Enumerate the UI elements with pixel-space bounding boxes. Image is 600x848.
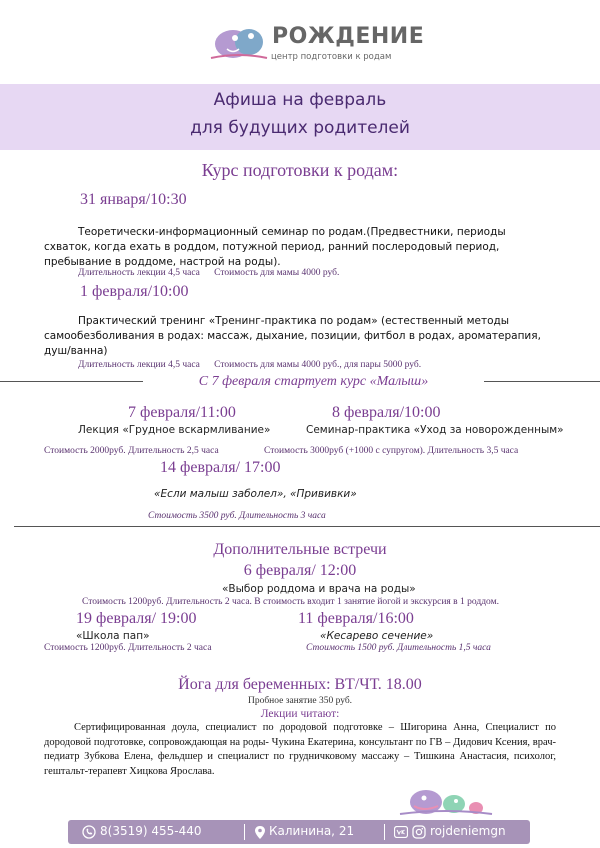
event-meta: Стоимость 2000руб. Длительность 2,5 часа: [44, 446, 219, 456]
footer-phone[interactable]: 8(3519) 455-440: [100, 824, 202, 838]
event-date: 1 февраля/10:00: [80, 283, 189, 300]
divider: [484, 381, 600, 382]
footer-social[interactable]: rojdeniemgn: [430, 824, 506, 838]
lecturers-heading: Лекции читают:: [260, 708, 340, 720]
footer-address[interactable]: Калинина, 21: [269, 824, 355, 838]
brand-name: РОЖДЕНИЕ: [272, 24, 425, 49]
event-title: «Школа пап»: [76, 630, 150, 642]
event-date: 8 февраля/10:00: [332, 404, 441, 421]
birds-decoration-icon: [396, 782, 496, 818]
vk-icon[interactable]: [394, 826, 408, 838]
divider: [14, 526, 600, 527]
event-title: Семинар-практика «Уход за новорожденным»: [306, 424, 564, 436]
banner-title-line2: для будущих родителей: [190, 118, 410, 138]
event-meta: Стоимость 1200руб. Длительность 2 часа. В стоимость входит 1 занятие йогой и экскурсия в 1 роддом.: [82, 597, 500, 607]
footer-bar: [68, 820, 530, 844]
lecturers-text: Сертифицированная доула, специалист по дородовой подготовке – Шигорина Анна, Специалист по дородовой подготовке, сопровождающая на роды- Чукина Екатерина, консультант по ГВ – Дидович Ксения, врач-педиатр Зубкова Елена, фельдшер и специалист по грудничковому массажу – Тишкина Анастасия, психолог, гештальт-терапевт Хицкова Ярослава.: [44, 722, 556, 777]
event-date: 14 февраля/ 17:00: [160, 459, 281, 476]
event-date: 7 февраля/11:00: [128, 404, 236, 421]
event-description: Практический тренинг «Тренинг-практика по родам» (естественный методы самообезболивания в родах: массаж, дыхание, позиции, фитбол в родах, ароматерапия, душ/ванна): [44, 315, 541, 357]
baby-course-heading: С 7 февраля стартует курс «Малыш»: [198, 374, 429, 389]
event-date: 31 января/10:30: [80, 191, 187, 208]
divider: [0, 381, 143, 382]
footer-separator: [244, 824, 245, 840]
event-title: «Выбор роддома и врача на роды»: [222, 583, 416, 595]
event-title: «Кесарево сечение»: [320, 630, 434, 642]
birds-logo-icon: [205, 14, 271, 66]
event-date: 19 февраля/ 19:00: [76, 610, 197, 627]
banner-title-line1: Афиша на февраль: [213, 90, 387, 110]
yoga-heading: Йога для беременных: ВТ/ЧТ. 18.00: [178, 676, 422, 693]
instagram-icon[interactable]: [412, 825, 426, 839]
event-date: 11 февраля/16:00: [298, 610, 414, 627]
event-title: «Если малыш заболел», «Прививки»: [154, 488, 357, 500]
event-meta: Стоимость 3000руб (+1000 с супругом). Длительность 3,5 часа: [264, 446, 519, 456]
course-heading: Курс подготовки к родам:: [201, 160, 399, 180]
event-meta: Стоимость 1500 руб. Длительность 1,5 часа: [306, 643, 491, 653]
brand-subtitle: центр подготовки к родам: [271, 52, 392, 62]
event-date: 6 февраля/ 12:00: [243, 562, 357, 579]
extra-heading: Дополнительные встречи: [213, 541, 387, 558]
event-meta: Длительность лекции 4,5 часа Стоимость для мамы 4000 руб.: [78, 268, 340, 278]
footer-separator: [384, 824, 385, 840]
event-meta: Стоимость 3500 руб. Длительность 3 часа: [148, 511, 326, 521]
yoga-trial: Пробное занятие 350 руб.: [247, 696, 353, 706]
event-meta: Длительность лекции 4,5 часа Стоимость для мамы 4000 руб., для пары 5000 руб.: [78, 360, 422, 370]
event-title: Лекция «Грудное вскармливание»: [78, 424, 271, 436]
phone-icon: [82, 825, 96, 839]
location-pin-icon: [254, 825, 266, 840]
event-description: Теоретически-информационный семинар по родам.(Предвестники, периоды схваток, когда ехать в роддом, потужной период, ранний послеродовый период, пребывание в роддоме, настрой на роды).: [44, 226, 506, 268]
event-meta: Стоимость 1200руб. Длительность 2 часа: [44, 643, 212, 653]
